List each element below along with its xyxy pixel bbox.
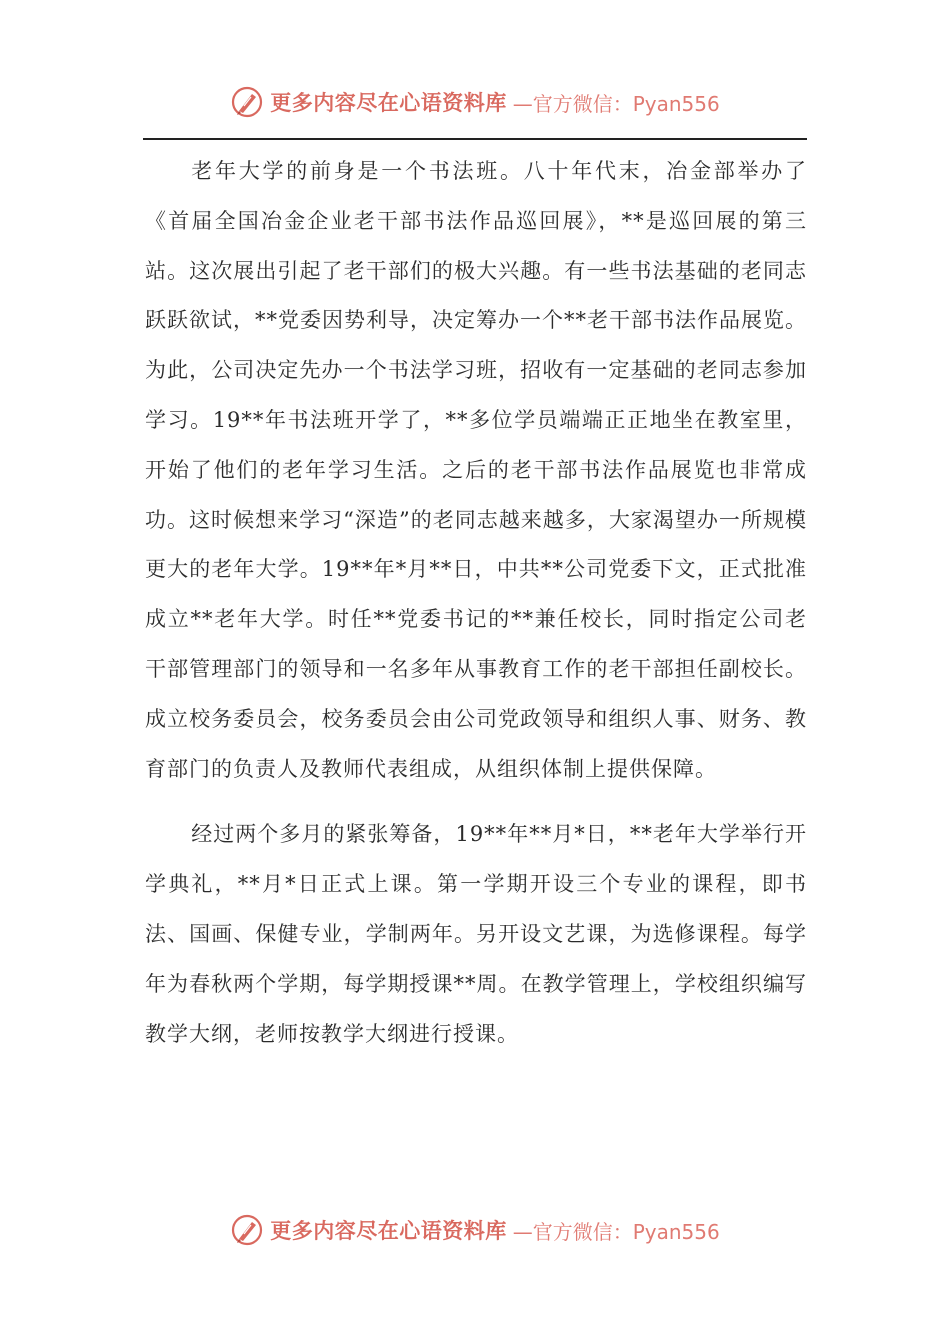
header-brand-text: 更多内容尽在心语资料库 <box>270 90 507 115</box>
quill-pen-icon <box>230 85 264 119</box>
header-banner <box>0 82 950 122</box>
header-divider <box>143 138 807 140</box>
footer-banner <box>0 1210 950 1250</box>
paragraph-2: 经过两个多月的紧张筹备，19**年**月*日，**老年大学举行开学典礼，**月*日正式上课。第一学期开设三个专业的课程，即书法、国画、保健专业，学制两年。另开设文艺课，为选修课程。每学年为春秋两个学期，每学期授课**周。在教学管理上，学校组织编写教学大纲，老师按教学大纲进行授课。 <box>145 822 807 1046</box>
header-contact-text: —官方微信：Pyan556 <box>512 91 720 116</box>
document-body <box>145 147 807 1059</box>
footer-contact-text: —官方微信：Pyan556 <box>512 1219 720 1244</box>
footer-brand-text: 更多内容尽在心语资料库 <box>270 1218 507 1243</box>
paragraph-1: 老年大学的前身是一个书法班。八十年代末，冶金部举办了《首届全国冶金企业老干部书法作品巡回展》，**是巡回展的第三站。这次展出引起了老干部们的极大兴趣。有一些书法基础的老同志跃跃欲试，**党委因势利导，决定筹办一个**老干部书法作品展览。为此，公司决定先办一个书法学习班，招收有一定基础的老同志参加学习。19**年书法班开学了，**多位学员端端正正地坐在教室里，开始了他们的老年学习生活。之后的老干部书法作品展览也非常成功。这时候想来学习“深造”的老同志越来越多，大家渴望办一所规模更大的老年大学。19**年*月**日，中共**公司党委下文，正式批准成立**老年大学。时任**党委书记的**兼任校长，同时指定公司老干部管理部门的领导和一名多年从事教育工作的老干部担任副校长。成立校务委员会，校务委员会由公司党政领导和组织人事、财务、教育部门的负责人及教师代表组成，从组织体制上提供保障。 <box>145 159 807 781</box>
quill-pen-icon <box>230 1213 264 1247</box>
